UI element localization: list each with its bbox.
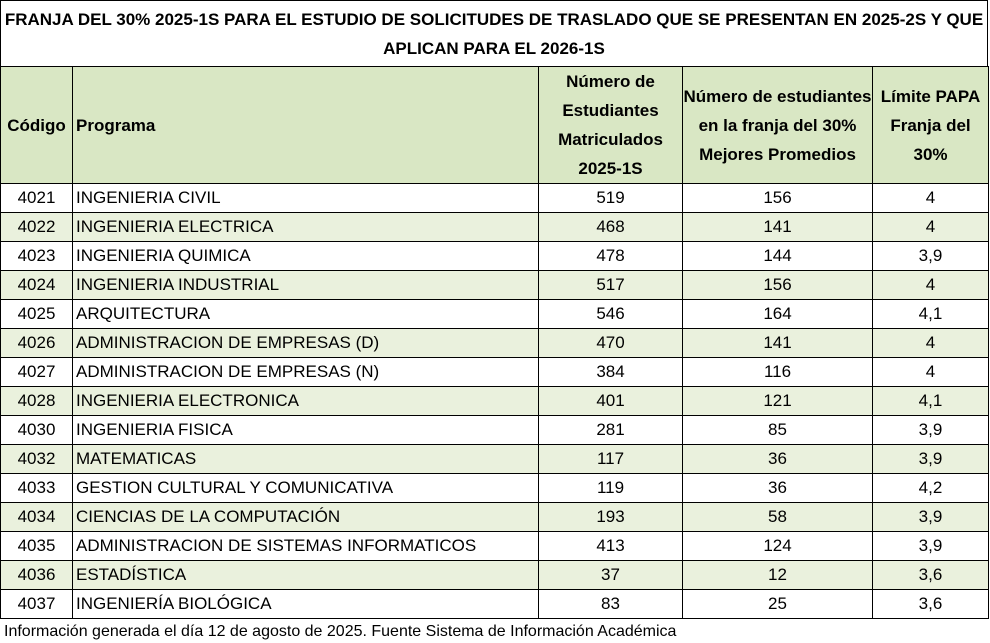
cell-code: 4024: [1, 271, 73, 300]
cell-enrolled: 281: [539, 416, 683, 445]
header-enrolled: Número de Estudiantes Matriculados 2025-1S: [539, 67, 683, 184]
cell-band: 156: [683, 271, 873, 300]
table-row: [1, 213, 989, 242]
cell-code: 4022: [1, 213, 73, 242]
cell-papa: 4,1: [873, 300, 989, 329]
table-row: [1, 532, 989, 561]
cell-program: ADMINISTRACION DE EMPRESAS (N): [73, 358, 539, 387]
table-row: [1, 300, 989, 329]
cell-program: INGENIERIA CIVIL: [73, 184, 539, 213]
cell-papa: 4: [873, 329, 989, 358]
cell-papa: 3,9: [873, 416, 989, 445]
cell-program: ADMINISTRACION DE SISTEMAS INFORMATICOS: [73, 532, 539, 561]
cell-code: 4027: [1, 358, 73, 387]
cell-band: 124: [683, 532, 873, 561]
cell-papa: 4,2: [873, 474, 989, 503]
cell-enrolled: 413: [539, 532, 683, 561]
table-row: [1, 184, 989, 213]
cell-enrolled: 478: [539, 242, 683, 271]
cell-band: 141: [683, 329, 873, 358]
cell-code: 4033: [1, 474, 73, 503]
cell-band: 36: [683, 474, 873, 503]
cell-code: 4035: [1, 532, 73, 561]
cell-code: 4036: [1, 561, 73, 590]
cell-code: 4030: [1, 416, 73, 445]
cell-band: 25: [683, 590, 873, 619]
cell-papa: 4: [873, 184, 989, 213]
cell-program: GESTION CULTURAL Y COMUNICATIVA: [73, 474, 539, 503]
table-row: [1, 358, 989, 387]
cell-program: MATEMATICAS: [73, 445, 539, 474]
cell-code: 4037: [1, 590, 73, 619]
cell-band: 141: [683, 213, 873, 242]
cell-papa: 3,9: [873, 242, 989, 271]
header-band: Número de estudiantes en la franja del 30% Mejores Promedios: [683, 67, 873, 184]
cell-band: 121: [683, 387, 873, 416]
cell-enrolled: 117: [539, 445, 683, 474]
cell-papa: 3,9: [873, 445, 989, 474]
table-row: [1, 242, 989, 271]
cell-papa: 4: [873, 271, 989, 300]
cell-enrolled: 546: [539, 300, 683, 329]
cell-enrolled: 37: [539, 561, 683, 590]
cell-papa: 4: [873, 213, 989, 242]
cell-program: ARQUITECTURA: [73, 300, 539, 329]
cell-papa: 3,6: [873, 561, 989, 590]
header-row: [1, 67, 989, 184]
cell-papa: 4,1: [873, 387, 989, 416]
cell-code: 4032: [1, 445, 73, 474]
cell-papa: 3,6: [873, 590, 989, 619]
table-row: [1, 474, 989, 503]
cell-program: INGENIERIA ELECTRICA: [73, 213, 539, 242]
table-row: [1, 416, 989, 445]
table-row: [1, 445, 989, 474]
cell-papa: 4: [873, 358, 989, 387]
cell-program: ADMINISTRACION DE EMPRESAS (D): [73, 329, 539, 358]
cell-program: INGENIERIA FISICA: [73, 416, 539, 445]
data-table: [0, 66, 989, 619]
cell-papa: 3,9: [873, 532, 989, 561]
header-code: Código: [1, 67, 73, 184]
cell-enrolled: 470: [539, 329, 683, 358]
table-row: [1, 387, 989, 416]
cell-papa: 3,9: [873, 503, 989, 532]
cell-enrolled: 193: [539, 503, 683, 532]
cell-enrolled: 384: [539, 358, 683, 387]
cell-program: INGENIERÍA BIOLÓGICA: [73, 590, 539, 619]
cell-code: 4034: [1, 503, 73, 532]
cell-program: INGENIERIA INDUSTRIAL: [73, 271, 539, 300]
table-row: [1, 503, 989, 532]
cell-enrolled: 83: [539, 590, 683, 619]
header-papa: Límite PAPA Franja del 30%: [873, 67, 989, 184]
cell-enrolled: 119: [539, 474, 683, 503]
cell-enrolled: 401: [539, 387, 683, 416]
cell-enrolled: 517: [539, 271, 683, 300]
table-row: [1, 590, 989, 619]
table-row: [1, 271, 989, 300]
table-row: [1, 561, 989, 590]
cell-band: 85: [683, 416, 873, 445]
cell-program: CIENCIAS DE LA COMPUTACIÓN: [73, 503, 539, 532]
cell-enrolled: 519: [539, 184, 683, 213]
cell-band: 36: [683, 445, 873, 474]
header-program: Programa: [73, 67, 539, 184]
cell-band: 116: [683, 358, 873, 387]
cell-program: ESTADÍSTICA: [73, 561, 539, 590]
cell-code: 4026: [1, 329, 73, 358]
cell-band: 164: [683, 300, 873, 329]
cell-program: INGENIERIA ELECTRONICA: [73, 387, 539, 416]
cell-enrolled: 468: [539, 213, 683, 242]
cell-band: 12: [683, 561, 873, 590]
table-row: [1, 329, 989, 358]
cell-code: 4028: [1, 387, 73, 416]
cell-program: INGENIERIA QUIMICA: [73, 242, 539, 271]
cell-code: 4021: [1, 184, 73, 213]
table-title: FRANJA DEL 30% 2025-1S PARA EL ESTUDIO DE SOLICITUDES DE TRASLADO QUE SE PRESENTAN EN 2025-2S Y QUE APLICAN PARA EL 2026-1S: [0, 0, 988, 66]
footer-note: Información generada el día 12 de agosto de 2025. Fuente Sistema de Información Académica: [4, 623, 677, 640]
cell-band: 58: [683, 503, 873, 532]
cell-band: 156: [683, 184, 873, 213]
cell-code: 4025: [1, 300, 73, 329]
cell-code: 4023: [1, 242, 73, 271]
cell-band: 144: [683, 242, 873, 271]
